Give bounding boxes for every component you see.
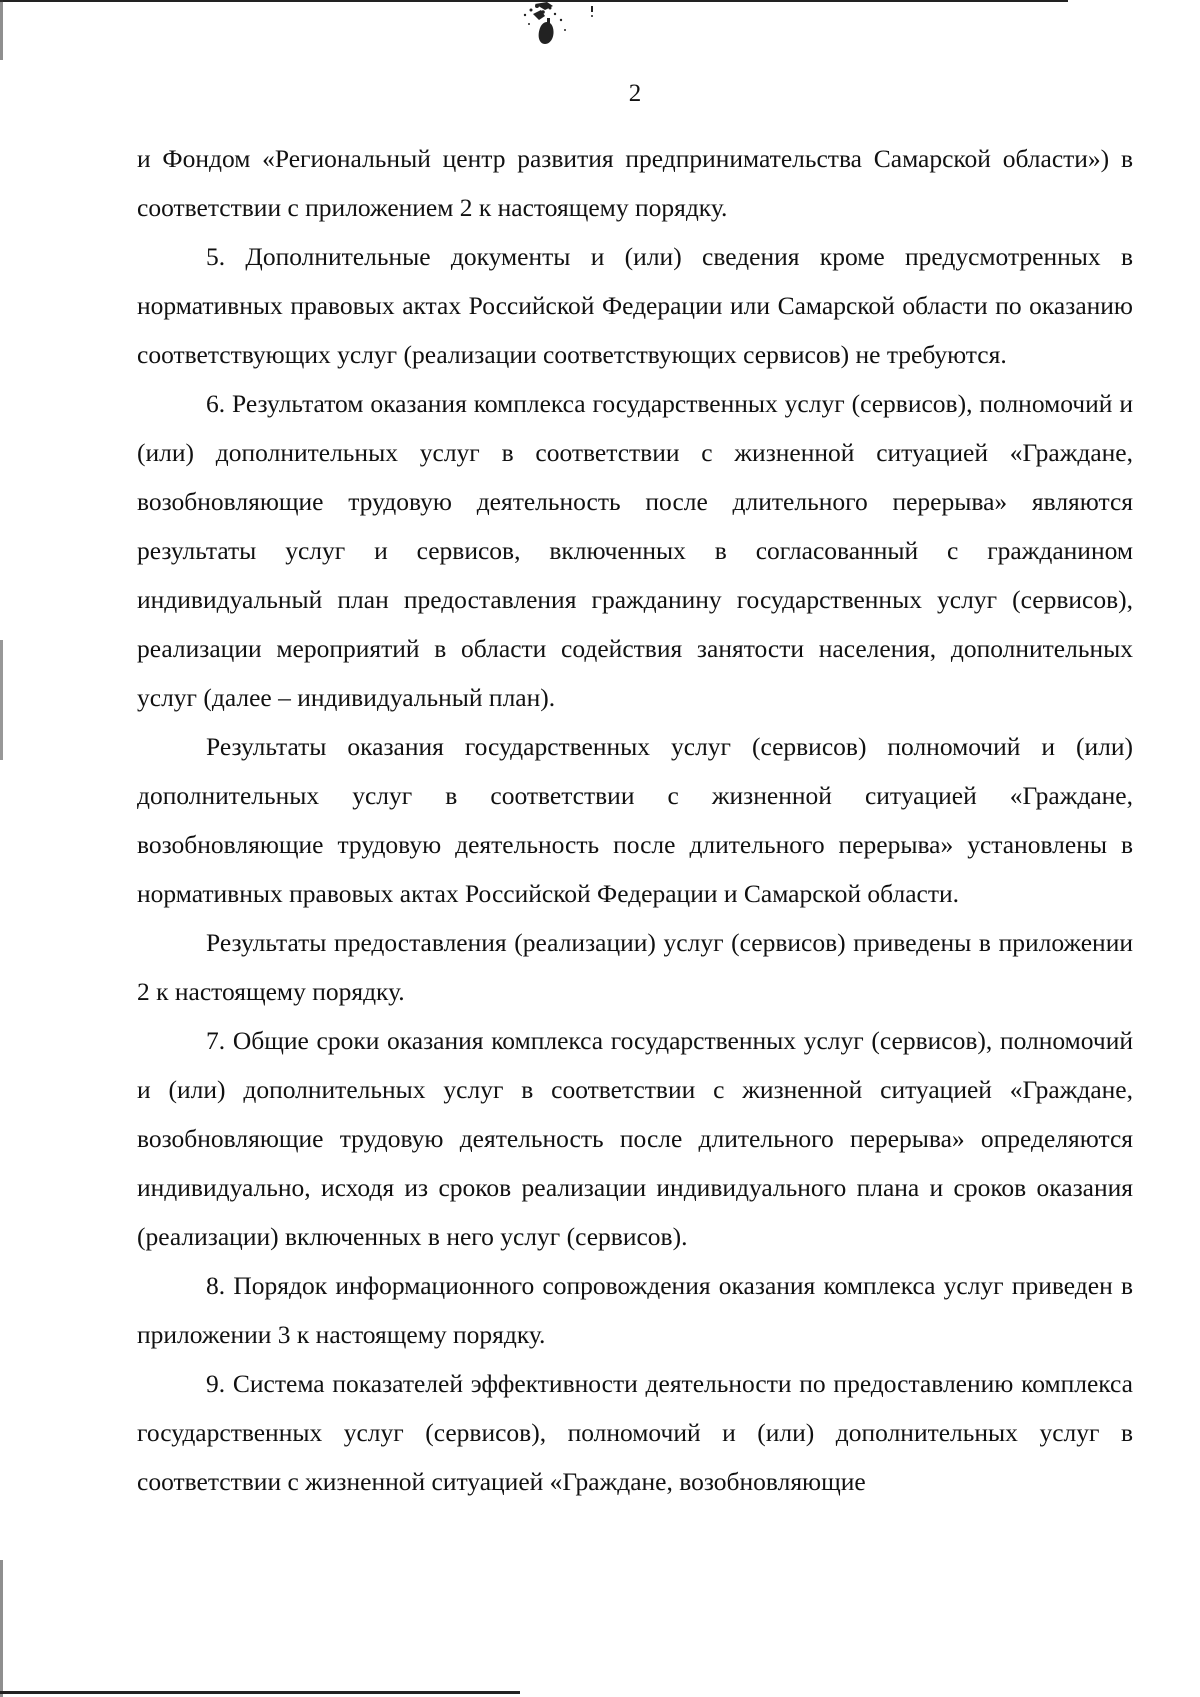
paragraph-results-appendix: Результаты предоставления (реализации) услуг (сервисов) приведены в приложении 2 к настоящему порядку. <box>137 928 1133 1006</box>
paragraph-item-7: 7. Общие сроки оказания комплекса государственных услуг (сервисов), полномочий и (или) дополнительных услуг в соответствии с жизненной ситуацией «Граждане, возобновляющие трудовую деятельность после длительного перерыва» определяются индивидуально, исходя из сроков реализации индивидуального плана и сроков оказания (реализации) включенных в него услуг (сервисов). <box>137 1026 1133 1251</box>
bottom-scan-border <box>0 1691 520 1694</box>
paragraph-continuation: и Фондом «Региональный центр развития предпринимательства Самарской области») в соответствии с приложением 2 к настоящему порядку. <box>137 144 1133 222</box>
document-body <box>137 134 1133 1506</box>
paragraph-item-6: 6. Результатом оказания комплекса государственных услуг (сервисов), полномочий и (или) дополнительных услуг в соответствии с жизненной ситуацией «Граждане, возобновляющие трудовую деятельность после длительного перерыва» являются результаты услуг и сервисов, включенных в согласованный с гражданином индивидуальный план предоставления гражданину государственных услуг (сервисов), реализации мероприятий в области содействия занятости населения, дополнительных услуг (далее – индивидуальный план). <box>137 389 1133 712</box>
left-scan-edge <box>0 0 3 1697</box>
paragraph-item-9: 9. Система показателей эффективности деятельности по предоставлению комплекса государственных услуг (сервисов), полномочий и (или) дополнительных услуг в соответствии с жизненной ситуацией «Граждане, возобновляющие <box>137 1369 1133 1496</box>
stamp-smudge-icon <box>495 0 605 55</box>
paragraph-results-established: Результаты оказания государственных услуг (сервисов) полномочий и (или) дополнительных услуг в соответствии с жизненной ситуацией «Граждане, возобновляющие трудовую деятельность после длительного перерыва» установлены в нормативных правовых актах Российской Федерации и Самарской области. <box>137 732 1133 908</box>
page-number: 2 <box>628 80 642 107</box>
paragraph-item-8: 8. Порядок информационного сопровождения оказания комплекса услуг приведен в приложении 3 к настоящему порядку. <box>137 1271 1133 1349</box>
paragraph-item-5: 5. Дополнительные документы и (или) сведения кроме предусмотренных в нормативных правовых актах Российской Федерации или Самарской области по оказанию соответствующих услуг (реализации соответствующих сервисов) не требуются. <box>137 242 1133 369</box>
